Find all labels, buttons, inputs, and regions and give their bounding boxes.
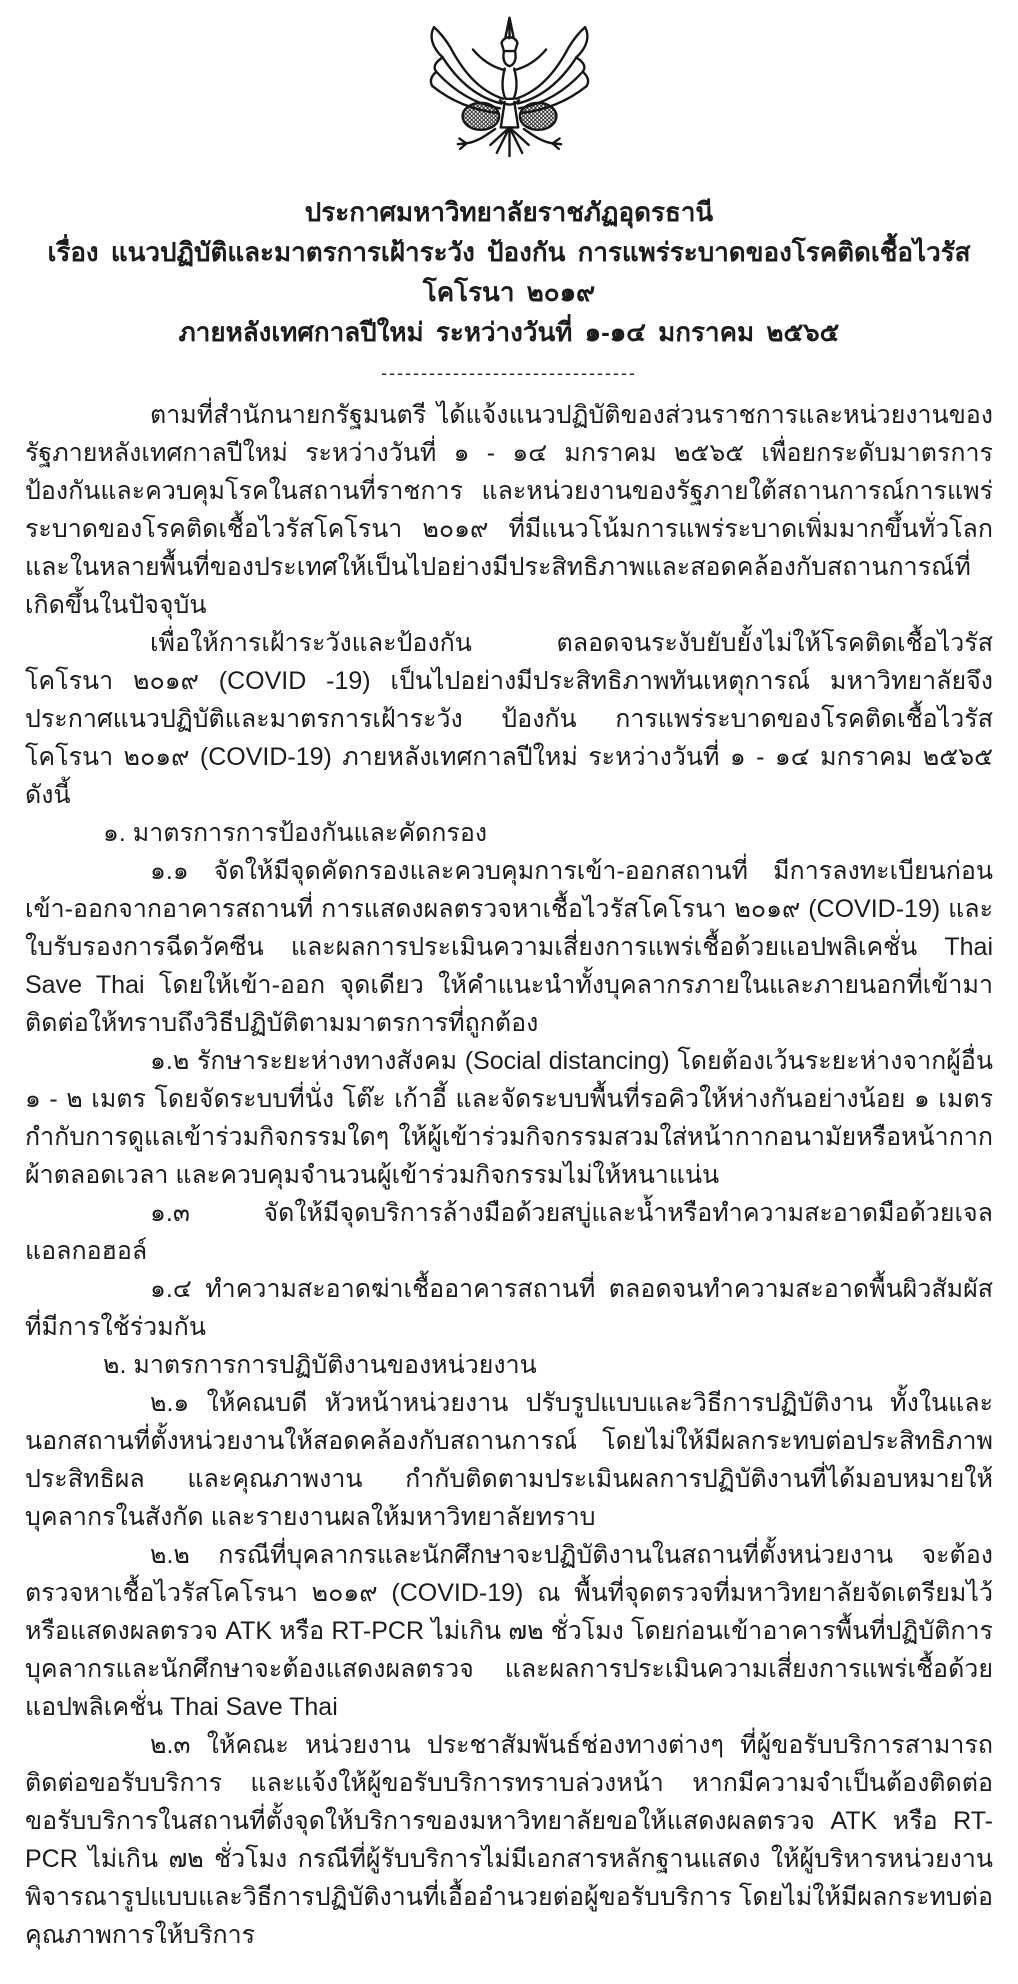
- garuda-emblem: [422, 14, 597, 182]
- date-range-line: ภายหลังเทศกาลปีใหม่ ระหว่างวันที่ ๑-๑๔ มกราคม ๒๕๖๕: [178, 317, 840, 347]
- paragraph: ๒.๑ ให้คณบดี หัวหน้าหน่วยงาน ปรับรูปแบบและวิธีการปฏิบัติงาน ทั้งในและนอกสถานที่ตั้งหน่วยงานให้สอดคล้องกับสถานการณ์ โดยไม่ให้มีผลกระทบต่อประสิทธิภาพ ประสิทธิผล และคุณภาพงาน กำกับติดตามประเมินผลการปฏิบัติงานที่ได้มอบหมายให้บุคลากรในสังกัด และรายงานผลให้มหาวิทยาลัยทราบ: [25, 1389, 993, 1531]
- document-body: [25, 396, 993, 1954]
- section-heading: ๒. มาตรการการปฏิบัติงานของหน่วยงาน: [103, 1351, 537, 1379]
- paragraph: ๑.๑ จัดให้มีจุดคัดกรองและควบคุมการเข้า-ออกสถานที่ มีการลงทะเบียนก่อนเข้า-ออกจากอาคารสถานที่ การแสดงผลตรวจหาเชื้อไวรัสโคโรนา ๒๐๑๙ (COVID-19) และใบรับรองการฉีดวัคซีน และผลการประเมินความเสี่ยงการแพร่เชื้อด้วยแอปพลิเคชั่น Thai Save Thai โดยให้เข้า-ออก จุดเดียว ให้คำแนะนำทั้งบุคลากรภายในและภายนอกที่เข้ามาติดต่อให้ทราบถึงวิธีปฏิบัติตามมาตรการที่ถูกต้อง: [25, 857, 993, 1037]
- paragraph: ๑.๓ จัดให้มีจุดบริการล้างมือด้วยสบู่และน้ำหรือทำความสะอาดมือด้วยเจลแอลกอฮอล์: [25, 1199, 993, 1265]
- title-block: [25, 192, 993, 352]
- section-heading: ๑. มาตรการการป้องกันและคัดกรอง: [103, 819, 488, 847]
- paragraph: ๒.๒ กรณีที่บุคลากรและนักศึกษาจะปฏิบัติงานในสถานที่ตั้งหน่วยงาน จะต้องตรวจหาเชื้อไวรัสโคโรนา ๒๐๑๙ (COVID-19) ณ พื้นที่จุดตรวจที่มหาวิทยาลัยจัดเตรียมไว้ หรือแสดงผลตรวจ ATK หรือ RT-PCR ไม่เกิน ๗๒ ชั่วโมง โดยก่อนเข้าอาคารพื้นที่ปฏิบัติการ บุคลากรและนักศึกษาจะต้องแสดงผลตรวจ และผลการประเมินความเสี่ยงการแพร่เชื้อด้วยแอปพลิเคชั่น Thai Save Thai: [25, 1541, 993, 1721]
- announcement-title: ประกาศมหาวิทยาลัยราชภัฏอุดรธานี: [304, 197, 714, 227]
- emblem-container: [25, 14, 993, 186]
- paragraph: ๑.๔ ทำความสะอาดฆ่าเชื้ออาคารสถานที่ ตลอดจนทำความสะอาดพื้นผิวสัมผัสที่มีการใช้ร่วมกัน: [25, 1275, 993, 1341]
- subject-line: เรื่อง แนวปฏิบัติและมาตรการเฝ้าระวัง ป้องกัน การแพร่ระบาดของโรคติดเชื้อไวรัสโคโรนา ๒๐๑๙: [47, 237, 971, 307]
- paragraph: ๒.๓ ให้คณะ หน่วยงาน ประชาสัมพันธ์ช่องทางต่างๆ ที่ผู้ขอรับบริการสามารถติดต่อขอรับบริการ และแจ้งให้ผู้ขอรับบริการทราบล่วงหน้า หากมีความจำเป็นต้องติดต่อขอรับบริการในสถานที่ตั้งจุดให้บริการของมหาวิทยาลัยขอให้แสดงผลตรวจ ATK หรือ RT-PCR ไม่เกิน ๗๒ ชั่วโมง กรณีที่ผู้รับบริการไม่มีเอกสารหลักฐานแสดง ให้ผู้บริหารหน่วยงาน พิจารณารูปแบบและวิธีการปฏิบัติงานที่เอื้ออำนวยต่อผู้ขอรับบริการ โดยไม่ให้มีผลกระทบต่อคุณภาพการให้บริการ: [25, 1731, 993, 1949]
- paragraph: ๑.๒ รักษาระยะห่างทางสังคม (Social distancing) โดยต้องเว้นระยะห่างจากผู้อื่น ๑ - ๒ เมตร โดยจัดระบบที่นั่ง โต๊ะ เก้าอี้ และจัดระบบพื้นที่รอคิวให้ห่างกันอย่างน้อย ๑ เมตร กำกับการดูแลเข้าร่วมกิจกรรมใดๆ ให้ผู้เข้าร่วมกิจกรรมสวมใส่หน้ากากอนามัยหรือหน้ากากผ้าตลอดเวลา และควบคุมจำนวนผู้เข้าร่วมกิจกรรมไม่ให้หนาแน่น: [25, 1047, 993, 1189]
- dashed-separator: --------------------------------: [381, 363, 637, 383]
- paragraph: เพื่อให้การเฝ้าระวังและป้องกัน ตลอดจนระงับยับยั้งไม่ให้โรคติดเชื้อไวรัสโคโรนา ๒๐๑๙ (COVID -19) เป็นไปอย่างมีประสิทธิภาพทันเหตุการณ์ มหาวิทยาลัยจึงประกาศแนวปฏิบัติและมาตรการเฝ้าระวัง ป้องกัน การแพร่ระบาดของโรคติดเชื้อไวรัสโคโรนา ๒๐๑๙ (COVID-19) ภายหลังเทศกาลปีใหม่ ระหว่างวันที่ ๑ - ๑๔ มกราคม ๒๕๖๕ ดังนี้: [25, 629, 993, 809]
- paragraph: ตามที่สำนักนายกรัฐมนตรี ได้แจ้งแนวปฏิบัติของส่วนราชการและหน่วยงานของรัฐภายหลังเทศกาลปีใหม่ ระหว่างวันที่ ๑ - ๑๔ มกราคม ๒๕๖๕ เพื่อยกระดับมาตรการป้องกันและควบคุมโรคในสถานที่ราชการ และหน่วยงานของรัฐภายใต้สถานการณ์การแพร่ระบาดของโรคติดเชื้อไวรัสโคโรนา ๒๐๑๙ ที่มีแนวโน้มการแพร่ระบาดเพิ่มมากขึ้นทั่วโลกและในหลายพื้นที่ของประเทศให้เป็นไปอย่างมีประสิทธิภาพและสอดคล้องกับสถานการณ์ที่เกิดขึ้นในปัจจุบัน: [25, 401, 993, 619]
